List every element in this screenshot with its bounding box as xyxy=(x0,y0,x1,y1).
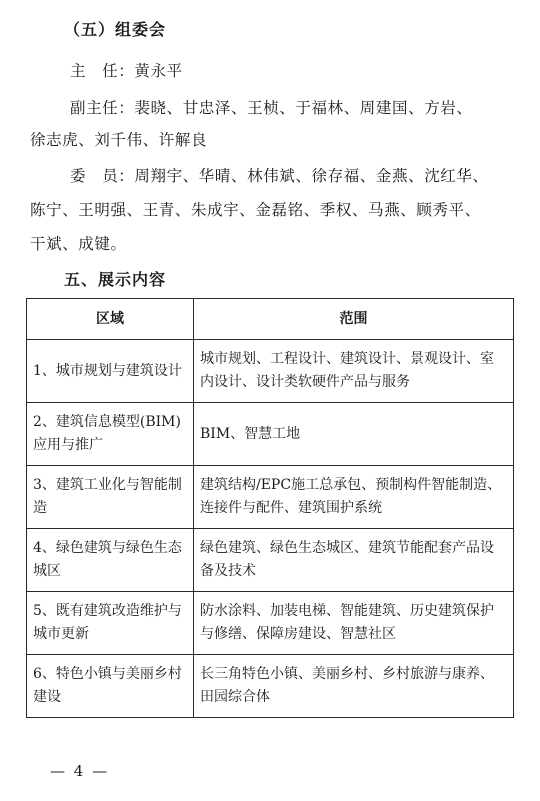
deputy-line-1: 副主任：裴晓、甘忠泽、王桢、于福林、周建国、方岩、 xyxy=(70,99,473,117)
scope-cell: 绿色建筑、绿色生态城区、建筑节能配套产品设备及技术 xyxy=(194,529,514,592)
table-header-row xyxy=(27,299,514,340)
page-number: — 4 — xyxy=(50,762,110,780)
area-cell: 2、建筑信息模型(BIM)应用与推广 xyxy=(27,403,194,466)
table-row xyxy=(27,340,514,403)
scope-cell: 城市规划、工程设计、建筑设计、景观设计、室内设计、设计类软硬件产品与服务 xyxy=(194,340,514,403)
director-line: 主 任：黄永平 xyxy=(70,62,183,80)
table-row xyxy=(27,592,514,655)
deputy-line-2: 徐志虎、刘千伟、许解良 xyxy=(30,131,208,149)
area-cell: 3、建筑工业化与智能制造 xyxy=(27,466,194,529)
area-cell: 1、城市规划与建筑设计 xyxy=(27,340,194,403)
exhibition-heading: 五、展示内容 xyxy=(64,270,167,289)
table-row xyxy=(27,403,514,466)
area-cell: 6、特色小镇与美丽乡村建设 xyxy=(27,655,194,718)
scope-cell: 防水涂料、加装电梯、智能建筑、历史建筑保护与修缮、保障房建设、智慧社区 xyxy=(194,592,514,655)
exhibition-table xyxy=(26,298,514,718)
members-line-3: 干斌、成键。 xyxy=(30,235,127,253)
column-header-area: 区域 xyxy=(27,299,194,340)
members-line-1: 委 员：周翔宇、华晴、林伟斌、徐存福、金燕、沈红华、 xyxy=(70,167,489,185)
table-row xyxy=(27,466,514,529)
area-cell: 4、绿色建筑与绿色生态城区 xyxy=(27,529,194,592)
committee-heading: （五）组委会 xyxy=(64,20,167,39)
scope-cell: 长三角特色小镇、美丽乡村、乡村旅游与康养、田园综合体 xyxy=(194,655,514,718)
area-cell: 5、既有建筑改造维护与城市更新 xyxy=(27,592,194,655)
scope-cell: BIM、智慧工地 xyxy=(194,403,514,466)
scope-cell: 建筑结构/EPC施工总承包、预制构件智能制造、连接件与配件、建筑围护系统 xyxy=(194,466,514,529)
members-line-2: 陈宁、王明强、王青、朱成宇、金磊铭、季权、马燕、顾秀平、 xyxy=(30,201,481,219)
column-header-scope: 范围 xyxy=(194,299,514,340)
table-row xyxy=(27,529,514,592)
table-row xyxy=(27,655,514,718)
